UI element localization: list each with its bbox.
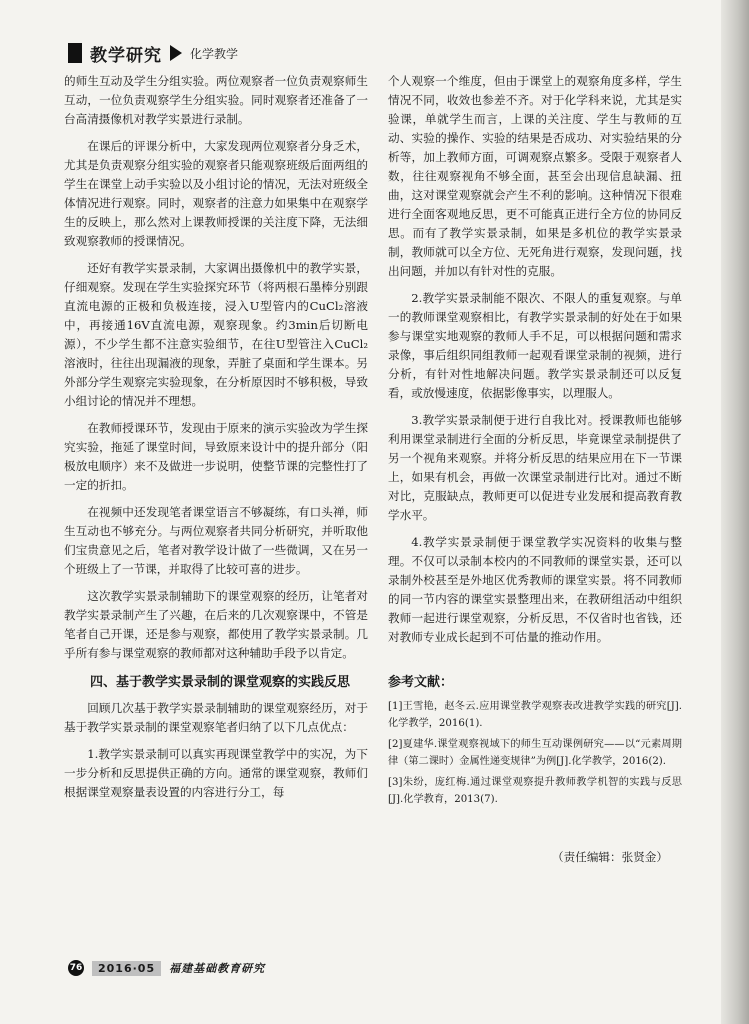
paragraph: 在教师授课环节，发现由于原来的演示实验改为学生探究实验，拖延了课堂时间，导致原来设计中的提升部分（阳极放电顺序）来不及做进一步说明，使整节课的完整性打了一定的折扣。 <box>64 421 368 492</box>
page-footer <box>68 960 265 976</box>
arrow-right-icon <box>170 45 182 61</box>
binding-shadow <box>721 0 749 1024</box>
paragraph: 这次教学实景录制辅助下的课堂观察的经历，让笔者对教学实景录制产生了兴趣，在后来的几次观察课中，不管是笔者自己开课，还是参与观察，都使用了教学实景录制。几乎所有参与课堂观察的教师都对这种辅助手段予以肯定。 <box>64 589 368 660</box>
paragraph: 回顾几次基于教学实景录制辅助的课堂观察经历，对于基于教学实景录制的课堂观察笔者归纳了以下几点优点： <box>64 701 368 734</box>
reference-item: [3]朱纷，庞红梅.通过课堂观察提升教师教学机智的实践与反思[J].化学教育，2013(7). <box>388 777 682 805</box>
paragraph: 3.教学实景录制便于进行自我比对。授课教师也能够利用课堂录制进行全面的分析反思，毕竟课堂录制提供了另一个视角来观察。并将分析反思的结果应用在下一节课上，如果有机会，再做一次课堂录制进行比对。通过不断对比，克服缺点，教师更可以促进专业发展和提高教育教学水平。 <box>388 413 682 522</box>
journal-name: 福建基础教育研究 <box>169 962 266 975</box>
page-number: 76 <box>68 960 84 976</box>
reference-item: [2]夏建华.课堂观察视域下的师生互动课例研究——以“元素周期律（第二课时）金属性递变规律”为例[J].化学教学，2016(2). <box>388 739 682 767</box>
paragraph: 在课后的评课分析中，大家发现两位观察者分身乏术，尤其是负责观察分组实验的观察者只能观察班级后面两组的学生在课堂上动手实验以及小组讨论的情况，无法对班级全体情况进行观察。同时，观察者的注意力如果集中在观察学生的反映上，那么然对上课教师授课的关注度下降，无法细致观察教师的授课情况。 <box>64 139 368 248</box>
responsible-editor: （责任编辑：张贤金） <box>552 850 668 864</box>
paragraph: 1.教学实景录制可以真实再现课堂教学中的实况，为下一步分析和反思提供正确的方向。通常的课堂观察，教师们根据课堂观察量表设置的内容进行分工，每 <box>64 747 368 799</box>
subsection-title: 化学教学 <box>190 46 239 61</box>
page-header <box>68 40 238 66</box>
paragraph: 的师生互动及学生分组实验。两位观察者一位负责观察师生互动，一位负责观察学生分组实验。同时观察者还准备了一台高清摄像机对教学实景进行录制。 <box>64 74 368 126</box>
paragraph: 还好有教学实景录制，大家调出摄像机中的教学实景，仔细观察。发现在学生实验探究环节（将两根石墨棒分别跟直流电源的正极和负极连接，浸入U型管内的CuCl₂溶液中，再接通16V直流电源，观察现象。约3min后切断电源），不少学生都不注意实验细节，在往U型管注入CuCl₂溶液时，往往出现漏液的现象，弄脏了桌面和学生课本。另外部分学生观察完实验现象，在分析原因时不够积极，导致小组讨论的情况并不理想。 <box>64 261 368 408</box>
reference-item: [1]王雪艳，赵冬云.应用课堂教学观察表改进教学实践的研究[J].化学教学，2016(1). <box>388 701 682 729</box>
left-column <box>64 72 368 802</box>
paragraph: 4.教学实景录制便于课堂教学实况资料的收集与整理。不仅可以录制本校内的不同教师的课堂实景，还可以录制外校甚至是外地区优秀教师的课堂实景。将不同教师的同一节内容的课堂实景整理出来，在教研组活动中组织教师一起进行课堂观察，分析反思，不仅省时也省钱，还对教师专业成长起到不可估量的推动作用。 <box>388 535 682 644</box>
section-heading: 四、基于教学实景录制的课堂观察的实践反思 <box>90 675 351 690</box>
header-block-mark <box>68 43 82 63</box>
references-title: 参考文献： <box>388 675 454 690</box>
paragraph: 在视频中还发现笔者课堂语言不够凝练，有口头禅，师生互动也不够充分。与两位观察者共同分析研究，并听取他们宝贵意见之后，笔者对教学设计做了一些微调，又在另一个班级上了一节课，并取得了比较可喜的进步。 <box>64 505 368 576</box>
paragraph: 个人观察一个维度，但由于课堂上的观察角度多样，学生情况不同，收效也参差不齐。对于化学科来说，尤其是实验课，单就学生而言，上课的关注度、学生与教师的互动、实验的操作、实验的结果是否成功、对实验结果的分析等，加上教师方面，可调观察点繁多。受限于观察者人数，往往观察视角不够全面，甚至会出现信息缺漏、扭曲，这对课堂观察就会产生不利的影响。这种情况下很难进行全面客观地反思，更不可能真正进行全方位的协同反思。而有了教学实景录制，如果是多机位的教学实景录制，教师就可以全方位、无死角进行观察，发现问题，找出问题，并加以有针对性的克服。 <box>388 74 682 278</box>
paragraph: 2.教学实景录制能不限次、不限人的重复观察。与单一的教师课堂观察相比，有教学实景录制的好处在于如果参与课堂实地观察的教师人手不足，可以根据问题和需求录像，事后组织同组教师一起观看课堂录制的视频，进行分析，有针对性地解决问题。教学实景录制还可以反复看，或放慢速度，依据影像事实，以理服人。 <box>388 291 682 400</box>
issue-label: 2016·05 <box>92 961 161 976</box>
section-title: 教学研究 <box>90 45 162 66</box>
right-column <box>388 72 682 867</box>
